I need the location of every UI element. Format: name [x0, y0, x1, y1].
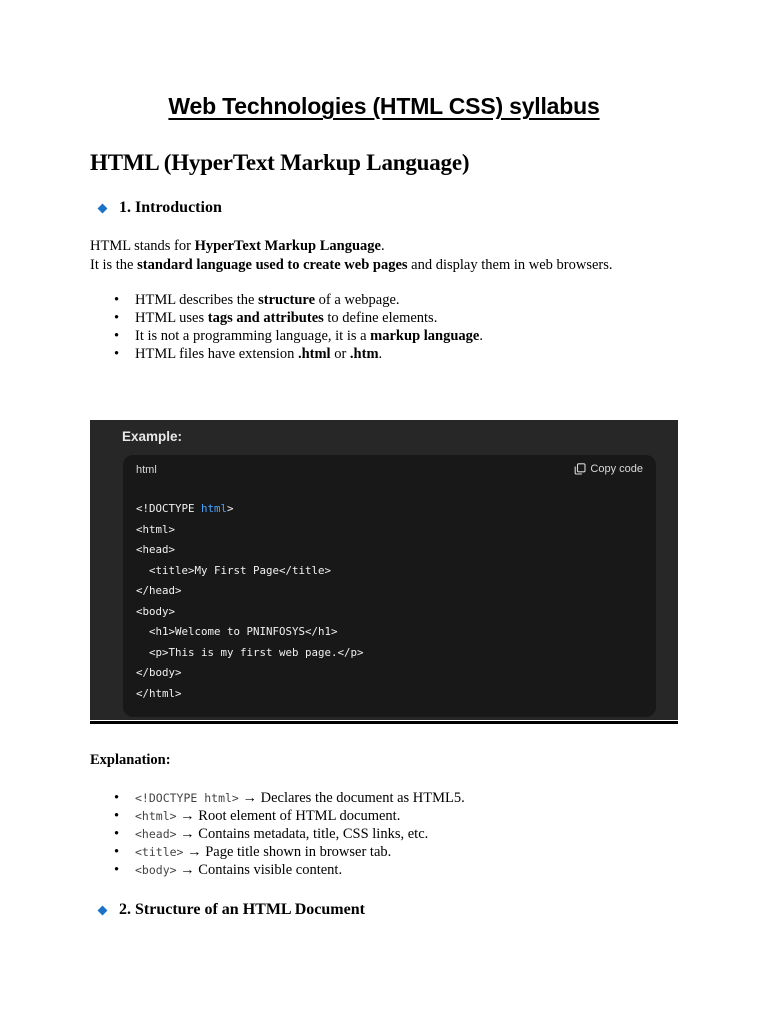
bold-text: markup language [370, 328, 480, 344]
list-item [90, 789, 465, 807]
code-line [136, 523, 364, 544]
text: → Contains metadata, title, CSS links, etc. [176, 826, 429, 842]
code-text: </body> [136, 666, 182, 679]
text: and display them in web browsers. [407, 257, 613, 273]
text: It is the [90, 257, 138, 273]
code-line [136, 666, 364, 687]
list-item [90, 327, 483, 345]
intro-line-1 [90, 237, 613, 256]
code-line [136, 543, 364, 564]
text: HTML stands for [90, 238, 195, 254]
text: → Contains visible content. [176, 862, 343, 878]
list-item [90, 345, 483, 363]
code-block[interactable] [123, 455, 656, 717]
code-text: <!DOCTYPE [136, 502, 202, 515]
text: It is not a programming language, it is a [135, 328, 371, 344]
list-item [90, 291, 483, 309]
example-code-panel [90, 420, 678, 720]
copy-code-button[interactable] [574, 463, 643, 475]
code-text: > [227, 502, 234, 515]
code-keyword: html [201, 502, 228, 515]
bold-text: .html [297, 346, 331, 362]
code-text: <html> [136, 522, 176, 536]
code-tag: <head> [135, 827, 177, 841]
code-text: <p>This is my first web page.</p> [136, 645, 364, 659]
code-line [136, 687, 364, 708]
text: of a webpage. [315, 292, 400, 308]
bold-text: .htm [349, 346, 379, 362]
explanation-list [90, 789, 465, 879]
list-item [90, 843, 465, 861]
section-1-heading [98, 199, 222, 217]
text: HTML files have extension [135, 346, 298, 362]
code-text: <title>My First Page</title> [136, 563, 332, 577]
code-line [136, 564, 364, 585]
intro-paragraph [90, 237, 613, 275]
code-text: </html> [136, 686, 182, 700]
list-item [90, 807, 465, 825]
intro-line-2 [90, 256, 613, 275]
code-line [136, 605, 364, 626]
explanation-label: Explanation: [90, 752, 171, 768]
bold-text: HyperText Markup Language [194, 238, 381, 254]
code-text: <head> [136, 543, 176, 556]
document-title: Web Technologies (HTML CSS) syllabus [168, 93, 600, 119]
text: . [479, 328, 483, 344]
text: or [330, 346, 350, 362]
code-lines [136, 502, 364, 707]
copy-icon [574, 463, 586, 475]
intro-bullet-list [90, 291, 483, 363]
code-text: </head> [136, 584, 182, 597]
code-line [136, 502, 364, 523]
example-label: Example: [122, 429, 183, 444]
text: . [378, 346, 383, 362]
bold-text: structure [258, 292, 316, 308]
text: . [380, 238, 385, 254]
text: HTML uses [135, 310, 208, 326]
list-item [90, 825, 465, 843]
copy-code-label: Copy code [590, 463, 643, 475]
code-tag: <!DOCTYPE html> [135, 791, 239, 805]
text: to define elements. [323, 310, 438, 326]
code-text: <body> [136, 604, 176, 618]
section-heading-html: HTML (HyperText Markup Language) [90, 150, 470, 175]
section-1-title: 1. Introduction [119, 199, 222, 216]
bold-text: standard language used to create web pages [137, 257, 408, 273]
section-2-heading [98, 901, 365, 919]
divider [90, 721, 678, 724]
text: → Root element of HTML document. [176, 808, 401, 824]
code-language-label: html [136, 464, 157, 476]
text: HTML describes the [135, 292, 259, 308]
code-tag: <html> [135, 809, 177, 823]
text: → Declares the document as HTML5. [238, 790, 465, 806]
list-item [90, 309, 483, 327]
text: → Page title shown in browser tab. [183, 844, 392, 860]
code-line [136, 584, 364, 605]
code-tag: <title> [135, 845, 184, 859]
code-line [136, 646, 364, 667]
list-item [90, 861, 465, 879]
code-text: <h1>Welcome to PNINFOSYS</h1> [136, 625, 338, 638]
code-tag: <body> [135, 863, 177, 877]
code-line [136, 625, 364, 646]
bold-text: tags and attributes [207, 310, 324, 326]
diamond-icon [98, 905, 108, 915]
section-2-title: 2. Structure of an HTML Document [119, 901, 365, 918]
diamond-icon [98, 203, 108, 213]
